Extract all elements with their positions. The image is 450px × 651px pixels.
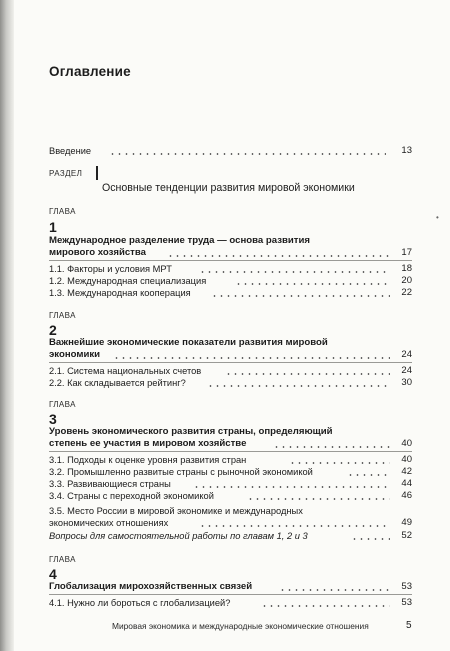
toc-intro-page: 13 — [401, 145, 412, 156]
chapter-title-line: мирового хозяйства — [49, 247, 146, 258]
chapter-title-line: экономики — [49, 349, 101, 360]
dot-leader — [211, 295, 390, 297]
chapter-label: ГЛАВА — [49, 207, 76, 216]
dot-leader — [351, 538, 390, 540]
dot-leader — [289, 462, 390, 464]
dot-leader — [235, 283, 390, 285]
toc-item-title: 1.1. Факторы и условия МРТ — [49, 264, 172, 274]
chapter-page: 17 — [401, 247, 412, 258]
toc-item-title: 2.2. Как складывается рейтинг? — [49, 378, 186, 388]
book-spine-shadow — [0, 0, 14, 651]
chapter-divider — [49, 594, 412, 595]
chapter-title-line: Международное разделение труда — основа развития — [49, 235, 310, 246]
toc-item-page: 42 — [401, 466, 412, 477]
chapter-divider — [49, 451, 412, 452]
dot-leader — [199, 271, 390, 273]
dot-leader — [113, 357, 390, 359]
section-number — [96, 166, 98, 180]
chapter-label: ГЛАВА — [49, 311, 76, 320]
toc-item-page: 24 — [401, 365, 412, 376]
toc-item-title-line: экономических отношениях — [49, 518, 169, 528]
toc-item-page: 20 — [401, 275, 412, 286]
toc-item-title: 3.3. Развивающиеся страны — [49, 479, 171, 489]
toc-item-title: 3.1. Подходы к оценке уровня развития стран — [49, 455, 247, 465]
toc-item — [49, 489, 412, 503]
dot-leader — [247, 498, 390, 500]
dot-leader — [261, 605, 390, 607]
toc-item-page: 22 — [401, 287, 412, 298]
toc-item — [49, 516, 412, 530]
toc-item-title: 2.1. Система национальных счетов — [49, 366, 202, 376]
toc-item — [49, 376, 412, 390]
chapter-page: 53 — [401, 581, 412, 592]
toc-questions-page: 52 — [401, 530, 412, 541]
toc-item — [49, 596, 412, 610]
toc-questions — [49, 529, 412, 543]
toc-item-page: 53 — [401, 597, 412, 608]
page-title: Оглавление — [49, 64, 131, 79]
toc-item-title: 4.1. Нужно ли бороться с глобализацией? — [49, 598, 231, 608]
chapter-title-line: Глобализация мирохозяйственных связей — [49, 581, 253, 592]
chapter-number: 2 — [49, 322, 57, 338]
toc-item — [49, 286, 412, 300]
chapter-divider — [49, 260, 412, 261]
toc-item-title: 3.2. Промышленно развитые страны с рыночной экономикой — [49, 467, 313, 477]
chapter-number: 3 — [49, 411, 57, 427]
dot-leader — [193, 486, 390, 488]
toc-item-page: 18 — [401, 263, 412, 274]
toc-questions-title: Вопросы для самостоятельной работы по главам 1, 2 и 3 — [49, 531, 308, 541]
dot-leader — [199, 525, 390, 527]
section-label: РАЗДЕЛ — [49, 169, 83, 178]
toc-item-title: 1.2. Международная специализация — [49, 276, 207, 286]
chapter-title-line: Уровень экономического развития страны, определяющий — [49, 426, 333, 437]
chapter-title-row — [49, 437, 412, 451]
chapter-page: 24 — [401, 349, 412, 360]
chapter-title-row — [49, 580, 412, 594]
page-mark: • — [436, 213, 439, 222]
dot-leader — [347, 474, 390, 476]
toc-item-page: 49 — [401, 517, 412, 528]
section-title: Основные тенденции развития мировой экономики — [102, 182, 355, 194]
toc-item-title: 1.3. Международная кооперация — [49, 288, 191, 298]
dot-leader — [109, 153, 386, 155]
page-number: 5 — [406, 620, 412, 631]
dot-leader — [273, 446, 390, 448]
toc-intro-title: Введение — [49, 146, 92, 156]
chapter-title-line: Важнейшие экономические показатели развития мировой — [49, 337, 328, 348]
toc-item-page: 46 — [401, 490, 412, 501]
chapter-label: ГЛАВА — [49, 555, 76, 564]
dot-leader — [167, 255, 390, 257]
chapter-title-row — [49, 246, 412, 260]
toc-item-title: 3.4. Страны с переходной экономикой — [49, 491, 214, 501]
chapter-number: 1 — [49, 219, 57, 235]
chapter-label: ГЛАВА — [49, 400, 76, 409]
chapter-title-row — [49, 348, 412, 362]
dot-leader — [225, 373, 390, 375]
dot-leader — [207, 385, 390, 387]
dot-leader — [279, 589, 390, 591]
toc-item-title-line: 3.5. Место России в мировой экономике и международных — [49, 506, 303, 516]
chapter-page: 40 — [401, 438, 412, 449]
toc-intro — [49, 144, 412, 158]
toc-item-page: 44 — [401, 478, 412, 489]
toc-item-page: 30 — [401, 377, 412, 388]
chapter-number: 4 — [49, 566, 57, 582]
chapter-title-line: степень ее участия в мировом хозяйстве — [49, 438, 247, 449]
toc-item-page: 40 — [401, 454, 412, 465]
running-footer: Мировая экономика и международные экономические отношения — [112, 621, 369, 631]
chapter-divider — [49, 362, 412, 363]
